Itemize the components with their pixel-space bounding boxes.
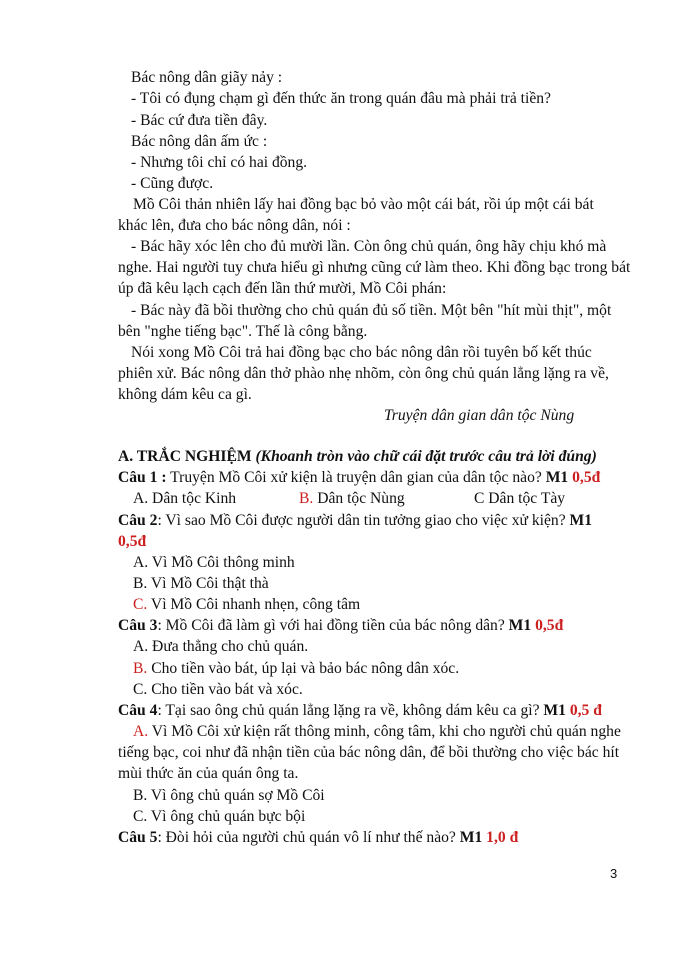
page-number: 3 xyxy=(610,866,618,881)
question-3 xyxy=(118,616,563,636)
question-level: M1 xyxy=(565,512,593,529)
question-label: Câu 2 xyxy=(118,512,158,529)
question-text: : Mồ Côi đã làm gì với hai đồng tiền của bác nông dân? xyxy=(157,617,505,634)
answer-b: B. Vì ông chủ quán sợ Mồ Côi xyxy=(133,787,325,804)
answer-c: C. Cho tiền vào bát và xóc. xyxy=(133,681,303,698)
question-5 xyxy=(118,828,518,848)
question-2 xyxy=(118,511,592,531)
question-label: Câu 3 xyxy=(118,617,158,634)
question-score: 0,5đ xyxy=(118,533,147,550)
answer-b xyxy=(133,659,459,679)
question-text: Truyện Mồ Côi xử kiện là truyện dân gian của dân tộc nào? xyxy=(166,469,542,486)
story-line: - Bác hãy xóc lên cho đủ mười lần. Còn ông chủ quán, ông hãy chịu khó mà xyxy=(131,238,607,255)
answer-text: Cho tiền vào bát, úp lại và bảo bác nông dân xóc. xyxy=(147,660,460,677)
answer-b: B. Vì Mồ Côi thật thà xyxy=(133,575,269,592)
answer-c: C Dân tộc Tày xyxy=(474,490,566,507)
answer-a: A. Vì Mồ Côi thông minh xyxy=(133,554,295,571)
answer-letter: B. xyxy=(133,660,148,677)
question-level: M1 xyxy=(504,617,532,634)
answer-letter: A. xyxy=(133,723,149,740)
section-title: A. TRẮC NGHIỆM xyxy=(118,448,252,465)
story-line: - Nhưng tôi chỉ có hai đồng. xyxy=(131,154,308,171)
story-line: - Bác này đã bồi thường cho chủ quán đủ số tiền. Một bên "hít mùi thịt", một xyxy=(131,302,612,319)
question-level: M1 xyxy=(541,469,569,486)
question-4 xyxy=(118,701,602,721)
story-source: Truyện dân gian dân tộc Nùng xyxy=(384,407,575,424)
question-score: 1,0 đ xyxy=(482,829,519,846)
answer-a: A. Đưa thẳng cho chủ quán. xyxy=(133,638,309,655)
question-score: 0,5đ xyxy=(568,469,601,486)
question-score: 0,5đ xyxy=(531,617,564,634)
story-line: Bác nông dân ấm ức : xyxy=(131,133,268,150)
story-line: nghe. Hai người tuy chưa hiểu gì nhưng cũng cứ làm theo. Khi đồng bạc trong bát xyxy=(118,259,631,276)
question-label: Câu 1 : xyxy=(118,469,167,486)
question-label: Câu 4 xyxy=(118,702,158,719)
answer-text: Vì Mồ Côi nhanh nhẹn, công tâm xyxy=(147,596,361,613)
answer-c: C. Vì ông chủ quán bực bội xyxy=(133,808,306,825)
question-text: : Vì sao Mồ Côi được người dân tin tưởng giao cho việc xử kiện? xyxy=(157,512,566,529)
story-line: úp đã kêu lạch cạch đến lần thứ mười, Mồ Côi phán: xyxy=(118,280,447,297)
answer-a-cont: mùi thức ăn của quán ông ta. xyxy=(118,765,299,782)
question-label: Câu 5 xyxy=(118,829,158,846)
answer-a xyxy=(133,722,621,742)
answer-a: A. Dân tộc Kinh xyxy=(133,490,237,507)
story-line: - Tôi có đụng chạm gì đến thức ăn trong quán đâu mà phải trả tiền? xyxy=(131,90,551,107)
answer-a-cont: tiếng bạc, coi như đã nhận tiền của bác nông dân, để bồi thường cho việc bác hít xyxy=(118,744,620,761)
answer-letter: C. xyxy=(133,596,148,613)
answer-text: Dân tộc Nùng xyxy=(313,490,405,507)
question-score: 0,5 đ xyxy=(565,702,602,719)
story-line: Nói xong Mồ Côi trả hai đồng bạc cho bác nông dân rồi tuyên bố kết thúc xyxy=(131,344,592,361)
answer-text: Vì Mồ Côi xử kiện rất thông minh, công tâm, khi cho người chủ quán nghe xyxy=(148,723,621,740)
question-level: M1 xyxy=(455,829,483,846)
section-instruction: (Khoanh tròn vào chữ cái đặt trước câu trả lời đúng) xyxy=(255,448,597,465)
question-1 xyxy=(118,468,600,488)
story-line: Mồ Côi thản nhiên lấy hai đồng bạc bỏ vào một cái bát, rồi úp một cái bát xyxy=(133,196,594,213)
section-heading xyxy=(118,447,597,467)
story-line: không dám kêu ca gì. xyxy=(118,386,252,403)
question-text: : Tại sao ông chủ quán lẳng lặng ra về, không dám kêu ca gì? xyxy=(157,702,540,719)
story-line: khác lên, đưa cho bác nông dân, nói : xyxy=(118,217,351,234)
story-line: phiên xử. Bác nông dân thở phào nhẹ nhõm, còn ông chủ quán lẳng lặng ra về, xyxy=(118,365,609,382)
question-text: : Đòi hỏi của người chủ quán vô lí như thế nào? xyxy=(157,829,456,846)
story-line: - Bác cứ đưa tiền đây. xyxy=(131,112,268,129)
answer-letter: B. xyxy=(299,490,314,507)
story-line: - Cũng được. xyxy=(131,175,214,192)
story-line: bên "nghe tiếng bạc". Thế là công bằng. xyxy=(118,323,368,340)
answer-c xyxy=(133,595,360,615)
question-level: M1 xyxy=(539,702,566,719)
story-line: Bác nông dân giãy nảy : xyxy=(131,69,283,86)
answer-b xyxy=(299,489,405,509)
